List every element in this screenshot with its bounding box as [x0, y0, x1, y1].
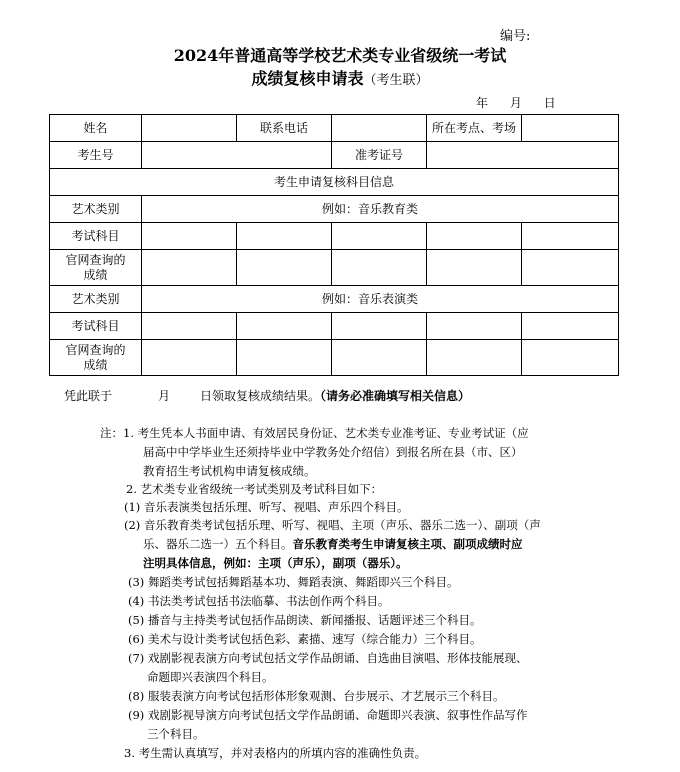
note-item-2-line-2-text: 乐、器乐二选一）五个科目。 — [143, 537, 293, 551]
section-title: 考生申请复核科目信息 — [50, 169, 619, 196]
admission-number-label: 准考证号 — [332, 142, 427, 169]
note-item-2-line-1: (2) 音乐教育类考试包括乐理、听写、视唱、主项（声乐、器乐二选一）、副项（声 — [124, 518, 541, 532]
name-label: 姓名 — [50, 115, 142, 142]
note-3: 3. 考生需认真填写，并对表格内的所填内容的准确性负责。 — [124, 746, 427, 760]
note-item-5: (5) 播音与主持类考试包括作品朗读、新闻播报、话题评述三个科目。 — [128, 613, 482, 627]
score-field[interactable] — [237, 340, 332, 376]
phone-label: 联系电话 — [237, 115, 332, 142]
category-field[interactable] — [142, 286, 619, 313]
category-hint: 例如：音乐教育类 — [321, 201, 418, 216]
note-item-7-line-1: (7) 戏剧影视表演方向考试包括文学作品朗诵、自选曲目演唱、形体技能展现、 — [128, 651, 528, 665]
subject-field[interactable] — [142, 223, 237, 250]
subject-field[interactable] — [427, 223, 522, 250]
name-field[interactable] — [142, 115, 237, 142]
score-field[interactable] — [522, 340, 619, 376]
table-row — [50, 250, 619, 286]
subject-field[interactable] — [142, 313, 237, 340]
table-row — [50, 169, 619, 196]
subject-label: 考试科目 — [50, 223, 142, 250]
score-label-line1: 官网查询的 — [65, 252, 126, 267]
score-label-line1: 官网查询的 — [65, 342, 126, 357]
table-row — [50, 313, 619, 340]
note-item-3: (3) 舞蹈类考试包括舞蹈基本功、舞蹈表演、舞蹈即兴三个科目。 — [128, 575, 459, 589]
exam-site-label: 所在考点、考场 — [427, 115, 522, 142]
score-field[interactable] — [332, 340, 427, 376]
subject-field[interactable] — [332, 223, 427, 250]
form-copy-type: （考生联） — [363, 73, 429, 88]
subject-field[interactable] — [522, 223, 619, 250]
table-row — [50, 286, 619, 313]
category-field[interactable] — [142, 196, 619, 223]
note-item-9-line-2: 三个科目。 — [147, 727, 205, 741]
exam-number-label: 考生号 — [50, 142, 142, 169]
exam-number-field[interactable] — [142, 142, 332, 169]
note-item-9-line-1: (9) 戏剧影视导演方向考试包括文学作品朗诵、命题即兴表演、叙事性作品写作 — [128, 708, 528, 722]
score-field[interactable] — [237, 250, 332, 286]
subject-label: 考试科目 — [50, 313, 142, 340]
table-row — [50, 115, 619, 142]
score-field[interactable] — [332, 250, 427, 286]
score-field[interactable] — [142, 250, 237, 286]
category-label: 艺术类别 — [50, 196, 142, 223]
receipt-prefix: 凭此联于 — [64, 389, 113, 403]
note-item-2-line-3 — [143, 555, 408, 571]
note-item-8: (8) 服装表演方向考试包括形体形象观测、台步展示、才艺展示三个科目。 — [128, 689, 505, 703]
admission-number-field[interactable] — [427, 142, 619, 169]
form-title: 2024年普通高等学校艺术类专业省级统一考试 — [173, 46, 507, 65]
note-1-line-2: 届高中中学毕业生还须持毕业中学教务处介绍信）到报名所在县（市、区） — [143, 445, 523, 459]
score-label — [50, 340, 142, 376]
score-field[interactable] — [427, 340, 522, 376]
serial-number-label: 编号: — [500, 29, 531, 44]
phone-field[interactable] — [332, 115, 427, 142]
subject-field[interactable] — [427, 313, 522, 340]
receipt-line — [64, 387, 470, 404]
note-item-4: (4) 书法类考试包括书法临摹、书法创作两个科目。 — [128, 594, 390, 608]
note-item-6: (6) 美术与设计类考试包括色彩、素描、速写（综合能力）三个科目。 — [128, 632, 482, 646]
table-row — [50, 196, 619, 223]
score-field[interactable] — [427, 250, 522, 286]
note-item-2-line-2-bold: 音乐教育类考生申请复核主项、副项成绩时应 — [292, 537, 523, 551]
note-item-2-line-3-bold: 注明具体信息，例如：主项（声乐），副项（器乐）。 — [143, 556, 408, 570]
subject-field[interactable] — [332, 313, 427, 340]
exam-site-field[interactable] — [522, 115, 619, 142]
note-item-1: (1) 音乐表演类包括乐理、听写、视唱、声乐四个科目。 — [124, 500, 409, 514]
review-application-table — [49, 114, 619, 376]
score-label — [50, 250, 142, 286]
form-subtitle-main: 成绩复核申请表 — [251, 69, 364, 88]
category-label: 艺术类别 — [50, 286, 142, 313]
category-hint: 例如：音乐表演类 — [321, 291, 418, 306]
score-field[interactable] — [142, 340, 237, 376]
note-2: 2. 艺术类专业省级统一考试类别及考试科目如下： — [126, 482, 383, 496]
date-line: 年 月 日 — [476, 96, 556, 110]
form-subtitle — [0, 66, 680, 89]
note-1-line-3: 教育招生考试机构申请复核成绩。 — [143, 464, 316, 478]
subject-field[interactable] — [522, 313, 619, 340]
note-item-2-line-2 — [143, 536, 523, 552]
receipt-emphasis: （请务必准确填写相关信息） — [320, 389, 471, 403]
score-label-line2: 成绩 — [83, 267, 108, 282]
subject-field[interactable] — [237, 223, 332, 250]
note-1-line-1: 注：1. 考生凭本人书面申请、有效居民身份证、艺术类专业准考证、专业考试证（应 — [100, 426, 529, 440]
subject-field[interactable] — [237, 313, 332, 340]
table-row — [50, 340, 619, 376]
table-row — [50, 142, 619, 169]
receipt-suffix: 日领取复核成绩结果。 — [200, 389, 321, 403]
score-field[interactable] — [522, 250, 619, 286]
receipt-month: 月 — [158, 389, 171, 403]
table-row — [50, 223, 619, 250]
note-item-7-line-2: 命题即兴表演四个科目。 — [147, 670, 274, 684]
score-label-line2: 成绩 — [83, 357, 108, 372]
